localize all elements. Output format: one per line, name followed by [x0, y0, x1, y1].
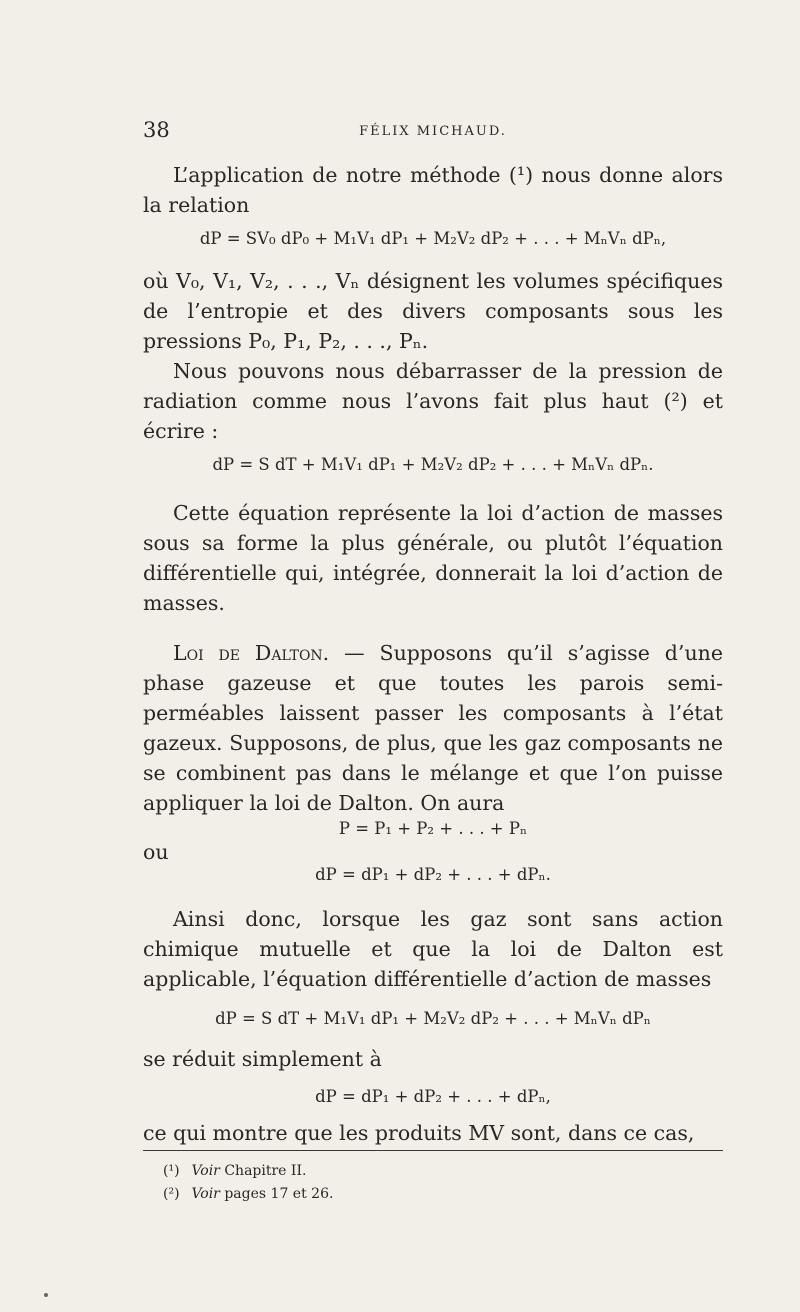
equation-4: dP = dP₁ + dP₂ + . . . + dPₙ.: [315, 865, 551, 884]
equation-3: P = P₁ + P₂ + . . . + Pₙ: [338, 819, 528, 838]
page-number: 38: [143, 118, 170, 142]
paragraph-7: se réduit simplement à: [143, 1047, 382, 1071]
footnote-voir: Voir: [191, 1163, 220, 1179]
footnote-1: [163, 1160, 723, 1183]
paragraph-8: ce qui montre que les produits MV sont, dans ce cas,: [143, 1121, 695, 1145]
footnote-text: pages 17 et 26.: [219, 1186, 334, 1202]
equation-6: dP = dP₁ + dP₂ + . . . + dPₙ,: [315, 1087, 551, 1106]
paragraph-1: L’application de notre méthode (¹) nous donne alors la relation: [143, 163, 723, 217]
equation-1: dP = SV₀ dP₀ + M₁V₁ dP₁ + M₂V₂ dP₂ + . . . + MₙVₙ dPₙ,: [199, 229, 667, 248]
paragraph-5-text: — Supposons qu’il s’agisse d’une phase gazeuse et que toutes les parois semi-perméables laissent passer les composants à l’état gazeux. Supposons, de plus, que les gaz composants ne se combinent pas dans le mélange et que l’on puisse appliquer la loi de Dalton. On aura: [143, 641, 723, 815]
body-text: [143, 160, 723, 1148]
paragraph-6: Ainsi donc, lorsque les gaz sont sans action chimique mutuelle et que la loi de Dalton est applicable, l’équation différentielle d’action de masses: [143, 907, 723, 991]
paragraph-3: Nous pouvons nous débarrasser de la pression de radiation comme nous l’avons fait plus haut (²) et écrire :: [143, 359, 723, 443]
section-heading: Loi de Dalton.: [173, 641, 330, 665]
running-head: FÉLIX MICHAUD.: [359, 124, 507, 139]
paragraph-2: où V₀, V₁, V₂, . . ., Vₙ désignent les volumes spécifiques de l’entropie et des divers composants sous les pressions P₀, P₁, P₂, . . ., Pₙ.: [143, 269, 723, 353]
equation-2: dP = S dT + M₁V₁ dP₁ + M₂V₂ dP₂ + . . . + MₙVₙ dPₙ.: [212, 455, 654, 474]
footnote-2: [163, 1183, 723, 1206]
footnotes: [163, 1160, 723, 1206]
word-ou: ou: [143, 840, 169, 864]
paragraph-4: Cette équation représente la loi d’action de masses sous sa forme la plus générale, ou plutôt l’équation différentielle qui, intégrée, donnerait la loi d’action de masses.: [143, 501, 723, 615]
footnote-text: Chapitre II.: [219, 1163, 307, 1179]
paragraph-5: [143, 638, 723, 818]
page-header: [143, 118, 723, 158]
footnote-rule: [143, 1150, 723, 1151]
footnote-mark: (²): [163, 1186, 180, 1202]
footnote-voir: Voir: [191, 1186, 220, 1202]
equation-5: dP = S dT + M₁V₁ dP₁ + M₂V₂ dP₂ + . . . + MₙVₙ dPₙ: [215, 1009, 651, 1028]
footnote-mark: (¹): [163, 1163, 180, 1179]
ink-speck: [44, 1293, 48, 1297]
